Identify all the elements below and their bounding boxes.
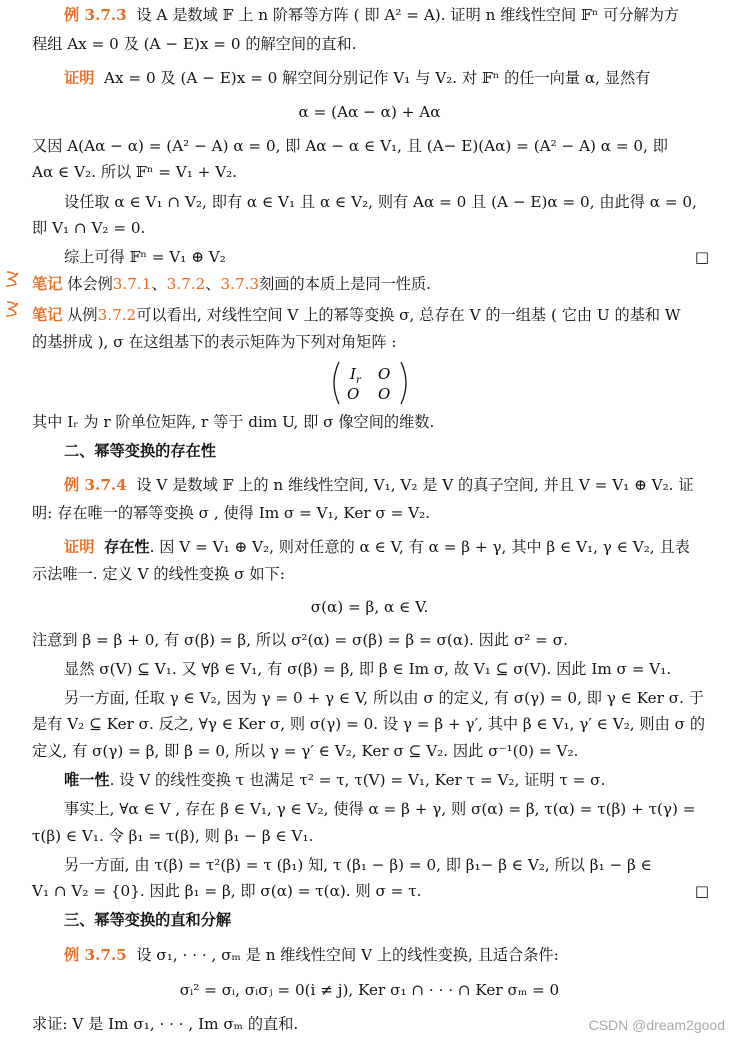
section-heading: 三、幂等变换的直和分解 [64, 911, 232, 929]
proof-3-7-4-line1 [64, 536, 711, 558]
example-text: 设 A 是数域 𝔽 上 n 阶幂等方阵 ( 即 A² = A). 证明 n 维线性空间 𝔽ⁿ 可分解为方 [136, 6, 680, 24]
note-2-line2: 的基拼成 ), σ 在这组基下的表示矩阵为下列对角矩阵 : [32, 333, 397, 351]
proof-text: . 设 V 的线性变换 τ 也满足 τ² = τ, τ(V) = V₁, Ker τ = V₂, 证明 τ = σ. [109, 771, 606, 789]
note-2-line3: 其中 Iᵣ 为 r 阶单位矩阵, r 等于 dim U, 即 σ 像空间的维数. [32, 413, 435, 431]
proof-3-7-4-line5: 另一方面, 任取 γ ∈ V₂, 因为 γ = 0 + γ ∈ V, 所以由 σ 的定义, 有 σ(γ) = 0, 即 γ ∈ Ker σ. 于 [64, 689, 704, 707]
note-text: 刻画的本质上是同一性质. [259, 275, 431, 293]
qed-symbol: □ [694, 248, 709, 266]
proof-3-7-3-line3: Aα ∈ V₂. 所以 𝔽ⁿ = V₁ + V₂. [32, 163, 238, 181]
note-2-line1 [32, 304, 711, 326]
existence-label: 存在性 [104, 538, 150, 556]
section-heading: 二、幂等变换的存在性 [64, 442, 216, 460]
proof-3-7-4-line8 [64, 769, 711, 791]
example-3-7-4-line1 [64, 474, 711, 496]
proof-3-7-4-line7: 定义, 有 σ(γ) = β, 即 β = 0, 所以 γ = γ′ ∈ V₂, Ker σ ⊆ V₂. 因此 σ⁻¹(0) = V₂. [32, 742, 579, 760]
matrix-cell: O [378, 365, 391, 383]
example-text: 设 V 是数域 𝔽 上的 n 维线性空间, V₁, V₂ 是 V 的真子空间, 并且 V = V₁ ⊕ V₂. 证 [136, 476, 694, 494]
matrix-cell: I [350, 365, 356, 383]
matrix-cell: O [378, 385, 391, 403]
proof-label: 证明 [64, 69, 95, 87]
proof-3-7-4-line2: 示法唯一. 定义 V 的线性变换 σ 如下: [32, 565, 285, 583]
note-separator: 、 [205, 275, 221, 293]
proof-3-7-3-line1 [64, 67, 711, 89]
note-margin-icon [4, 270, 20, 288]
proof-label: 证明 [64, 538, 95, 556]
note-text: 从例 [67, 306, 98, 324]
example-3-7-3-line2: 程组 Ax = 0 及 (A − E)x = 0 的解空间的直和. [32, 35, 357, 53]
matrix-cell: O [347, 385, 360, 403]
proof-3-7-4-line9: 事实上, ∀α ∈ V , 存在 β ∈ V₁, γ ∈ V₂, 使得 α = β + γ, 则 σ(α) = β, τ(α) = τ(β) + τ(γ) = [64, 800, 696, 818]
proof-3-7-4-line12: V₁ ∩ V₂ = {0}. 因此 β₁ = β, 即 σ(α) = τ(α). 则 σ = τ. [32, 882, 422, 900]
watermark: CSDN @dream2good [588, 1017, 725, 1033]
example-ref-link[interactable]: 3.7.3 [220, 275, 260, 293]
proof-3-7-3-line2: 又因 A(Aα − α) = (A² − A) α = 0, 即 Aα − α ∈ V₁, 且 (A− E)(Aα) = (A² − A) α = 0, 即 [32, 137, 668, 155]
proof-3-7-4-formula: σ(α) = β, α ∈ V. [310, 598, 429, 616]
note-separator: 、 [151, 275, 167, 293]
example-label: 例 3.7.3 [64, 6, 127, 24]
note-text: 体会例 [67, 275, 113, 293]
note-1 [32, 273, 711, 295]
uniqueness-label: 唯一性 [64, 771, 110, 789]
block-diagonal-matrix [0, 360, 739, 406]
proof-3-7-4-line11: 另一方面, 由 τ(β) = τ²(β) = τ (β₁) 知, τ (β₁ − β) = 0, 即 β₁− β ∈ V₂, 所以 β₁ − β ∈ [64, 856, 652, 874]
example-3-7-3-line1 [64, 4, 711, 26]
matrix-subscript: r [356, 375, 361, 386]
proof-3-7-4-line4: 显然 σ(V) ⊆ V₁. 又 ∀β ∈ V₁, 有 σ(β) = β, 即 β ∈ Im σ, 故 V₁ ⊆ σ(V). 因此 Im σ = V₁. [64, 660, 672, 678]
example-label: 例 3.7.4 [64, 476, 127, 494]
example-3-7-5-formula: σᵢ² = σᵢ, σᵢσⱼ = 0(i ≠ j), Ker σ₁ ∩ · · · ∩ Ker σₘ = 0 [179, 981, 560, 999]
qed-symbol: □ [694, 882, 709, 900]
example-ref-link[interactable]: 3.7.2 [166, 275, 206, 293]
note-label: 笔记 [32, 306, 63, 324]
proof-3-7-4-line6: 是有 V₂ ⊆ Ker σ. 反之, ∀γ ∈ Ker σ, 则 σ(γ) = 0. 设 γ = β + γ′, 其中 β ∈ V₁, γ′ ∈ V₂, 则由 σ 的 [32, 715, 706, 733]
note-margin-icon [4, 300, 20, 318]
example-ref-link[interactable]: 3.7.1 [112, 275, 152, 293]
example-text: 设 σ₁, · · · , σₘ 是 n 维线性空间 V 上的线性变换, 且适合条件: [136, 946, 559, 964]
example-3-7-5-line1 [64, 944, 711, 966]
proof-text: . 因 V = V₁ ⊕ V₂, 则对任意的 α ∈ V, 有 α = β + γ, 其中 β ∈ V₁, γ ∈ V₂, 且表 [149, 538, 690, 556]
proof-3-7-3-line5: 即 V₁ ∩ V₂ = 0. [32, 219, 146, 237]
proof-3-7-4-line10: τ(β) ∈ V₁. 令 β₁ = τ(β), 则 β₁ − β ∈ V₁. [32, 827, 314, 845]
example-3-7-4-line2: 明: 存在唯一的幂等变换 σ , 使得 Im σ = V₁, Ker σ = V₂. [32, 504, 431, 522]
proof-3-7-3-line4: 设任取 α ∈ V₁ ∩ V₂, 即有 α ∈ V₁ 且 α ∈ V₂, 则有 Aα = 0 且 (A − E)α = 0, 由此得 α = 0, [64, 193, 697, 211]
proof-3-7-4-line3: 注意到 β = β + 0, 有 σ(β) = β, 所以 σ²(α) = σ(β) = β = σ(α). 因此 σ² = σ. [32, 631, 568, 649]
note-text: 可以看出, 对线性空间 V 上的幂等变换 σ, 总存在 V 的一组基 ( 它由 U 的基和 W [136, 306, 681, 324]
note-label: 笔记 [32, 275, 63, 293]
proof-3-7-3-formula: α = (Aα − α) + Aα [298, 103, 441, 121]
proof-3-7-3-line6: 综上可得 𝔽ⁿ = V₁ ⊕ V₂ [64, 248, 226, 266]
example-label: 例 3.7.5 [64, 946, 127, 964]
proof-text: Ax = 0 及 (A − E)x = 0 解空间分别记作 V₁ 与 V₂. 对 𝔽ⁿ 的任一向量 α, 显然有 [104, 69, 651, 87]
example-ref-link[interactable]: 3.7.2 [97, 306, 137, 324]
example-3-7-5-line2: 求证: V 是 Im σ₁, · · · , Im σₘ 的直和. [32, 1015, 299, 1033]
